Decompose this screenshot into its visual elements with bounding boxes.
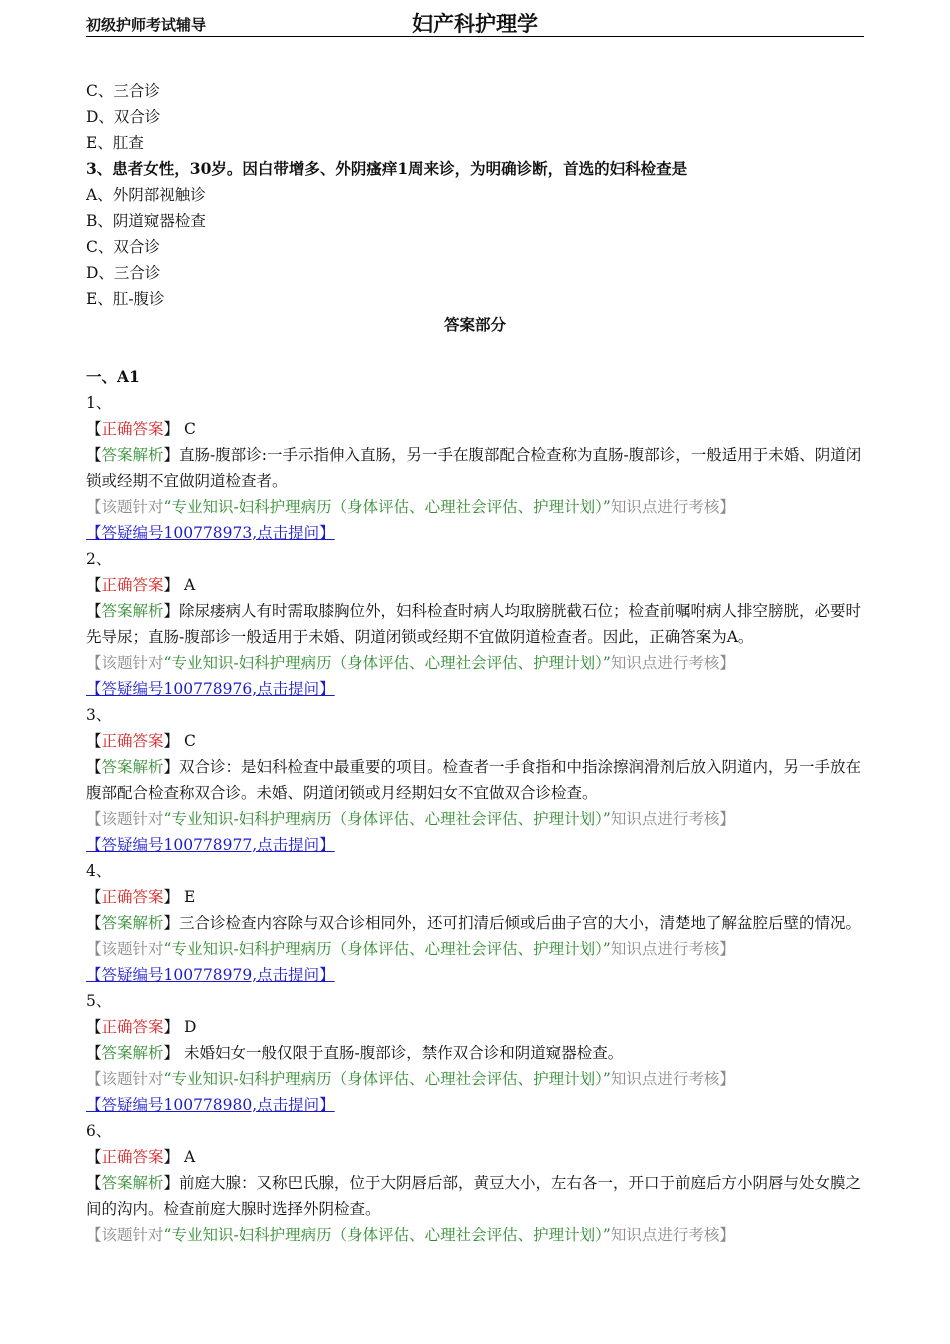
answer-analysis: 【答案解析】除尿瘘病人有时需取膝胸位外，妇科检查时病人均取膀胱截石位；检查前嘱咐病人排空膀胱，必要时先导尿；直肠-腹部诊一般适用于未婚、阴道闭锁或经期不宜做阴道检查者。因此，正确答案为A。	[86, 602, 862, 646]
correct-answer-value: A	[183, 1148, 196, 1166]
answer-number: 3、	[86, 706, 112, 724]
ask-question-link[interactable]: 【答疑编号100778979,点击提问】	[86, 966, 335, 984]
analysis-label: 答案解析	[101, 446, 164, 464]
correct-answer-value: C	[183, 732, 196, 750]
analysis-text: 三合诊检查内容除与双合诊相同外，还可扪清后倾或后曲子宫的大小，清楚地了解盆腔后壁的情况。	[179, 914, 862, 932]
knowledge-point-note: 【该题针对“专业知识-妇科护理病历（身体评估、心理社会评估、护理计划）”知识点进行考核】	[86, 1226, 735, 1244]
correct-answer-label: 正确答案	[101, 888, 164, 906]
knowledge-point-note: 【该题针对“专业知识-妇科护理病历（身体评估、心理社会评估、护理计划）”知识点进行考核】	[86, 498, 735, 516]
answer-analysis: 【答案解析】双合诊：是妇科检查中最重要的项目。检查者一手食指和中指涂擦润滑剂后放入阴道内，另一手放在腹部配合检查称双合诊。未婚、阴道闭锁或月经期妇女不宜做双合诊检查。	[86, 758, 862, 802]
group-title: 一、A1	[86, 367, 140, 386]
answer-number: 4、	[86, 862, 112, 880]
analysis-label: 答案解析	[101, 602, 164, 620]
option-c: C、三合诊	[86, 82, 160, 100]
correct-answer-row: 【正确答案】 C	[86, 420, 196, 438]
q3-option-b: B、阴道窥器检查	[86, 212, 206, 230]
answer-section-title: 答案部分	[443, 315, 506, 334]
answer-analysis: 【答案解析】 未婚妇女一般仅限于直肠-腹部诊，禁作双合诊和阴道窥器检查。	[86, 1044, 624, 1062]
correct-answer-row: 【正确答案】 C	[86, 732, 196, 750]
analysis-label: 答案解析	[101, 914, 164, 932]
question-3-stem: 3、患者女性，30岁。因白带增多、外阴瘙痒1周来诊，为明确诊断，首选的妇科检查是	[86, 159, 688, 178]
q3-option-a: A、外阴部视触诊	[86, 186, 206, 204]
option-d: D、双合诊	[86, 108, 161, 126]
analysis-text: 直肠-腹部诊:一手示指伸入直肠，另一手在腹部配合检查称为直肠-腹部诊，一般适用于未婚、阴道闭锁或经期不宜做阴道检查者。	[86, 446, 862, 490]
knowledge-point-note: 【该题针对“专业知识-妇科护理病历（身体评估、心理社会评估、护理计划）”知识点进行考核】	[86, 810, 735, 828]
answer-number: 5、	[86, 992, 112, 1010]
ask-question-link[interactable]: 【答疑编号100778976,点击提问】	[86, 680, 335, 698]
correct-answer-label: 正确答案	[101, 1018, 164, 1036]
analysis-label: 答案解析	[101, 758, 164, 776]
correct-answer-value: E	[183, 888, 196, 906]
answer-number: 6、	[86, 1122, 112, 1140]
ask-question-link[interactable]: 【答疑编号100778973,点击提问】	[86, 524, 335, 542]
header-title: 妇产科护理学	[412, 12, 538, 36]
ask-question-link[interactable]: 【答疑编号100778980,点击提问】	[86, 1096, 335, 1114]
answer-analysis: 【答案解析】前庭大腺：又称巴氏腺，位于大阴唇后部，黄豆大小，左右各一，开口于前庭后方小阴唇与处女膜之间的沟内。检查前庭大腺时选择外阴检查。	[86, 1174, 862, 1218]
correct-answer-row: 【正确答案】 D	[86, 1018, 197, 1036]
analysis-text: 除尿瘘病人有时需取膝胸位外，妇科检查时病人均取膀胱截石位；检查前嘱咐病人排空膀胱，必要时先导尿；直肠-腹部诊一般适用于未婚、阴道闭锁或经期不宜做阴道检查者。因此，正确答案为A。	[86, 602, 862, 646]
answer-analysis: 【答案解析】三合诊检查内容除与双合诊相同外，还可扪清后倾或后曲子宫的大小，清楚地了解盆腔后壁的情况。	[86, 914, 862, 932]
analysis-label: 答案解析	[101, 1174, 164, 1192]
analysis-text: 双合诊：是妇科检查中最重要的项目。检查者一手食指和中指涂擦润滑剂后放入阴道内，另一手放在腹部配合检查称双合诊。未婚、阴道闭锁或月经期妇女不宜做双合诊检查。	[86, 758, 862, 802]
document-body	[86, 78, 864, 1248]
correct-answer-label: 正确答案	[101, 1148, 164, 1166]
knowledge-point-note: 【该题针对“专业知识-妇科护理病历（身体评估、心理社会评估、护理计划）”知识点进行考核】	[86, 940, 735, 958]
correct-answer-value: C	[183, 420, 196, 438]
correct-answer-row: 【正确答案】 A	[86, 1148, 196, 1166]
analysis-text: 未婚妇女一般仅限于直肠-腹部诊，禁作双合诊和阴道窥器检查。	[179, 1044, 624, 1062]
header-course-name: 初级护师考试辅导	[86, 16, 207, 34]
page-header	[86, 8, 864, 37]
q3-option-e: E、肛-腹诊	[86, 290, 165, 308]
correct-answer-label: 正确答案	[101, 576, 164, 594]
correct-answer-value: A	[183, 576, 196, 594]
correct-answer-row: 【正确答案】 A	[86, 576, 196, 594]
knowledge-point-note: 【该题针对“专业知识-妇科护理病历（身体评估、心理社会评估、护理计划）”知识点进行考核】	[86, 654, 735, 672]
correct-answer-label: 正确答案	[101, 420, 164, 438]
ask-question-link[interactable]: 【答疑编号100778977,点击提问】	[86, 836, 335, 854]
analysis-label: 答案解析	[101, 1044, 164, 1062]
q3-option-d: D、三合诊	[86, 264, 161, 282]
answer-analysis: 【答案解析】直肠-腹部诊:一手示指伸入直肠，另一手在腹部配合检查称为直肠-腹部诊，一般适用于未婚、阴道闭锁或经期不宜做阴道检查者。	[86, 446, 862, 490]
correct-answer-row: 【正确答案】 E	[86, 888, 196, 906]
option-e: E、肛查	[86, 134, 144, 152]
q3-option-c: C、双合诊	[86, 238, 160, 256]
knowledge-point-note: 【该题针对“专业知识-妇科护理病历（身体评估、心理社会评估、护理计划）”知识点进行考核】	[86, 1070, 735, 1088]
answer-number: 1、	[86, 394, 112, 412]
answer-number: 2、	[86, 550, 112, 568]
correct-answer-label: 正确答案	[101, 732, 164, 750]
correct-answer-value: D	[183, 1018, 197, 1036]
analysis-text: 前庭大腺：又称巴氏腺，位于大阴唇后部，黄豆大小，左右各一，开口于前庭后方小阴唇与处女膜之间的沟内。检查前庭大腺时选择外阴检查。	[86, 1174, 862, 1218]
